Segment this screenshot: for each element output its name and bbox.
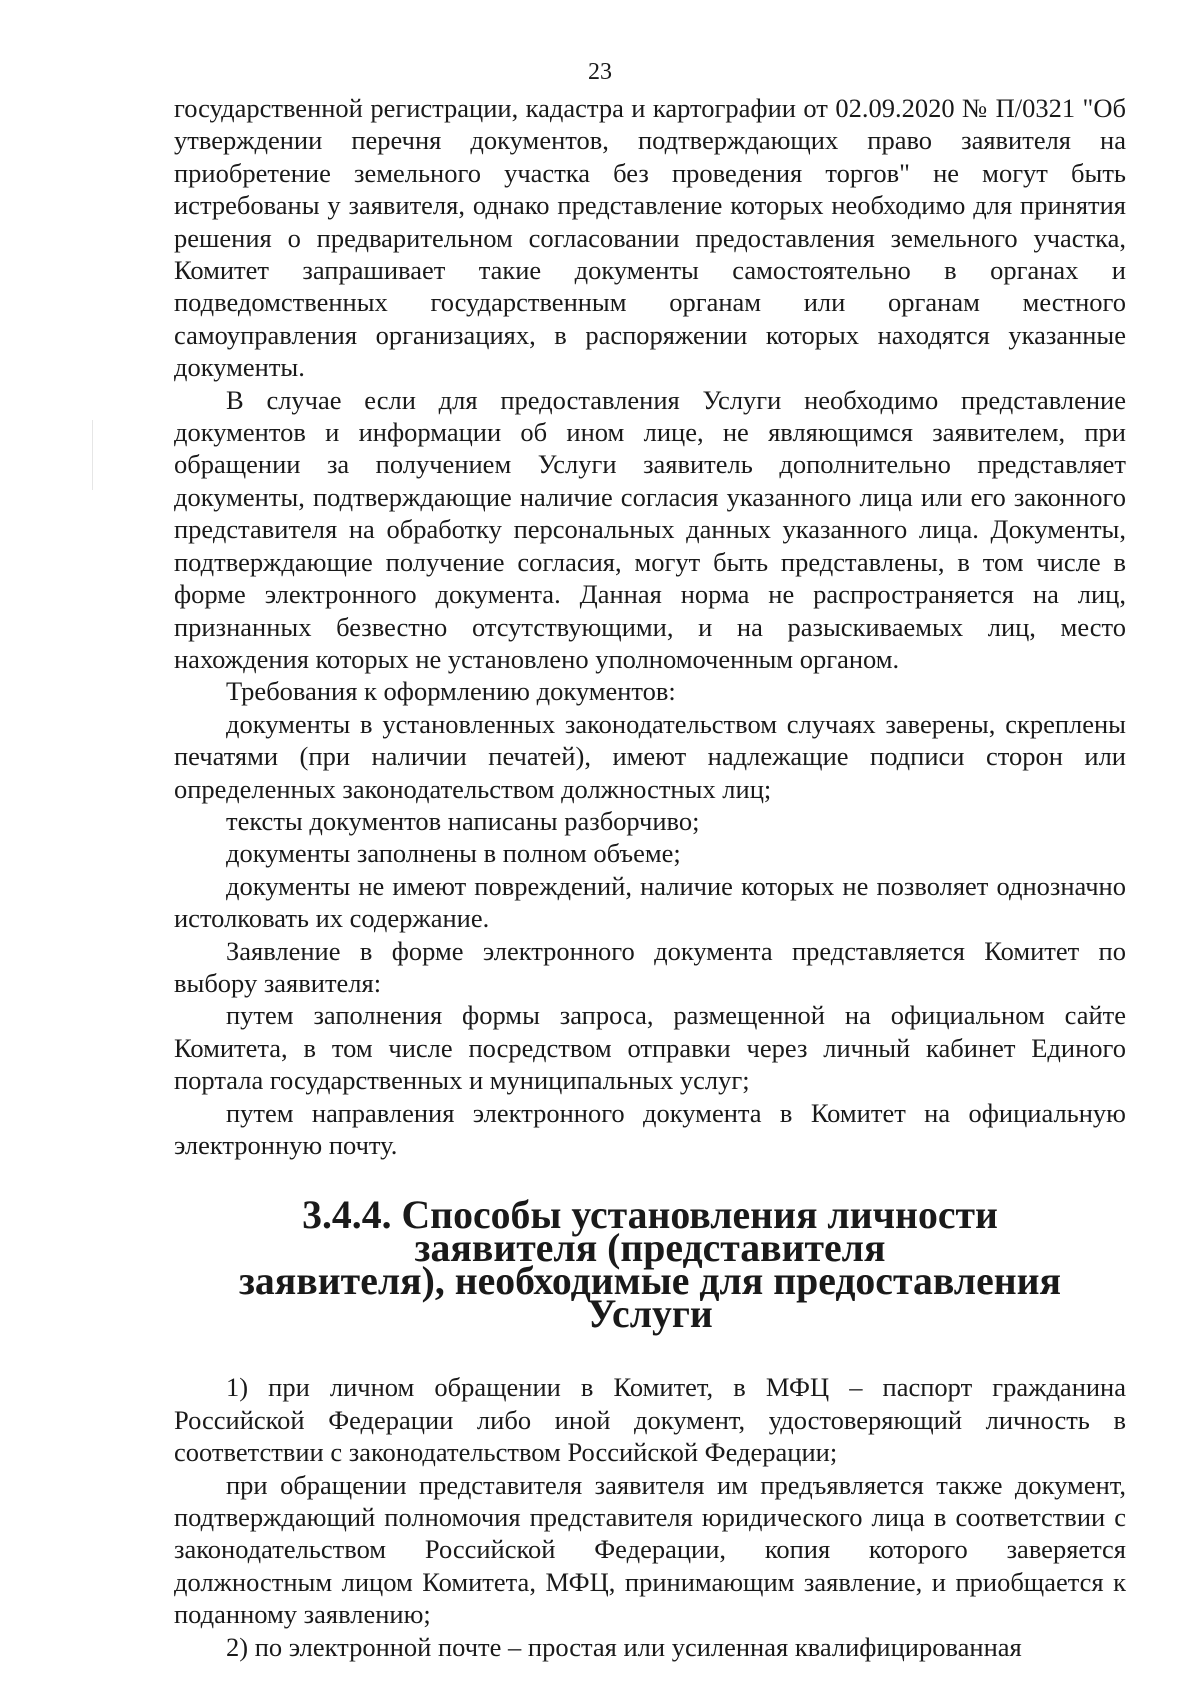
- scan-artifact-line: [92, 420, 93, 490]
- section-heading-identity: [174, 1161, 1126, 1371]
- requirement-undamaged: документы не имеют повреждений, наличие которых не позволяет однозначно истолковать их содержание.: [174, 870, 1126, 934]
- requirement-legible: тексты документов написаны разборчиво;: [226, 805, 700, 836]
- document-body: [174, 92, 1126, 1663]
- section-heading-line-1: 3.4.4. Способы установления личности заявителя (представителя: [302, 1193, 998, 1271]
- option-email: путем направления электронного документа в Комитет на официальную электронную почту.: [174, 1097, 1126, 1160]
- requirement-complete: документы заполнены в полном объеме;: [226, 838, 681, 869]
- paragraph-other-person-consent: В случае если для предоставления Услуги необходимо представление документов и информации об ином лице, не являющимся заявителем, при обращении за получением Услуги заявитель дополнительно представляет документы, подтверждающие наличие согласия указанного лица или его законного представителя на обработку персональных данных указанного лица. Документы, подтверждающие получение согласия, могут быть представлены, в том числе в форме электронного документа. Данная норма не распространяется на лиц, признанных безвестно отсутствующими, и на разыскиваемых лиц, место нахождения которых не установлено уполномоченным органом.: [174, 384, 1126, 674]
- section-heading-line-2: заявителя), необходимые для предоставления Услуги: [238, 1259, 1062, 1337]
- identity-method-email: 2) по электронной почте – простая или усиленная квалифицированная: [226, 1631, 1022, 1662]
- identity-method-representative: при обращении представителя заявителя им предъявляется также документ, подтверждающий полномочия представителя юридического лица в соответствии с законодательством Российской Федерации, копия которого заверяется должностным лицом Комитета, МФЦ, принимающим заявление, и приобщается к поданному заявлению;: [174, 1469, 1126, 1630]
- requirement-certified: документы в установленных законодательством случаях заверены, скреплены печатями (при наличии печатей), имеют надлежащие подписи сторон или определенных законодательством должностных лиц;: [174, 708, 1126, 804]
- option-web-form: путем заполнения формы запроса, размещенной на официальном сайте Комитета, в том числе посредством отправки через личный кабинет Единого портала государственных и муниципальных услуг;: [174, 1000, 1126, 1096]
- paragraph-electronic-application: Заявление в форме электронного документа представляется Комитет по выбору заявителя:: [174, 935, 1126, 998]
- paragraph-document-requirements: Требования к оформлению документов:: [226, 676, 676, 707]
- paragraph-continuation-registry: государственной регистрации, кадастра и картографии от 02.09.2020 № П/0321 "Об утверждении перечня документов, подтверждающих право заявителя на приобретение земельного участка без проведения торгов" не могут быть истребованы у заявителя, однако представление которых необходимо для принятия решения о предварительном согласовании предоставления земельного участка, Комитет запрашивает такие документы самостоятельно в органах и подведомственных государственным органам или органам местного самоуправления организациях, в распоряжении которых находятся указанные документы.: [174, 93, 1126, 383]
- identity-method-in-person: 1) при личном обращении в Комитет, в МФЦ – паспорт гражданина Российской Федерации либо иной документ, удостоверяющий личность в соответствии с законодательством Российской Федерации;: [174, 1372, 1126, 1468]
- page-number: 23: [588, 59, 612, 85]
